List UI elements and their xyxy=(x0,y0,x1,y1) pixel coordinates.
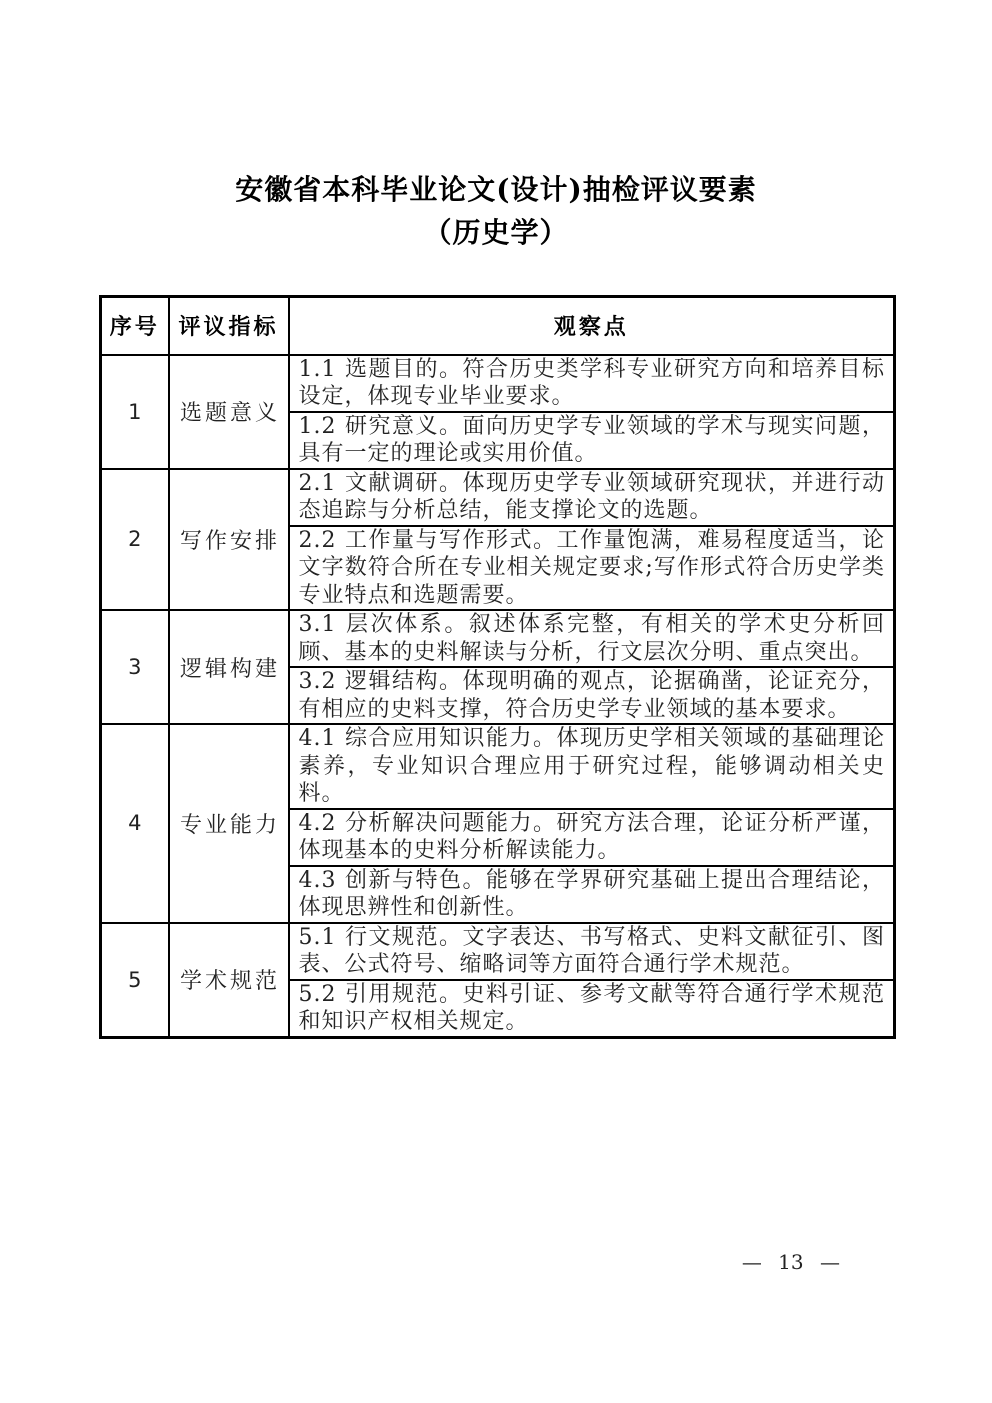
title-line-2: （历史学） xyxy=(423,216,569,249)
observation-cell: 1.2 研究意义。面向历史学专业领域的学术与现实问题，具有一定的理论或实用价值。 xyxy=(289,412,895,469)
table-row xyxy=(101,610,895,667)
header-observation-point: 观察点 xyxy=(289,297,895,355)
observation-cell: 3.1 层次体系。叙述体系完整，有相关的学术史分析回顾、基本的史料解读与分析，行文层次分明、重点突出。 xyxy=(289,610,895,667)
table-row xyxy=(101,355,895,412)
indicator-cell: 逻辑构建 xyxy=(169,610,289,724)
document-title xyxy=(0,168,992,254)
serial-number-cell: 4 xyxy=(101,724,169,923)
header-serial-number: 序号 xyxy=(101,297,169,355)
table-row xyxy=(101,923,895,980)
observation-cell: 2.2 工作量与写作形式。工作量饱满，难易程度适当，论文字数符合所在专业相关规定要求;写作形式符合历史学类专业特点和选题需要。 xyxy=(289,526,895,611)
observation-cell: 1.1 选题目的。符合历史类学科专业研究方向和培养目标设定，体现专业毕业要求。 xyxy=(289,355,895,412)
observation-cell: 3.2 逻辑结构。体现明确的观点，论据确凿，论证充分，有相应的史料支撑，符合历史学专业领域的基本要求。 xyxy=(289,667,895,724)
table-row xyxy=(101,724,895,809)
observation-cell: 2.1 文献调研。体现历史学专业领域研究现状，并进行动态追踪与分析总结，能支撑论文的选题。 xyxy=(289,469,895,526)
header-review-indicator: 评议指标 xyxy=(169,297,289,355)
serial-number-cell: 5 xyxy=(101,923,169,1038)
indicator-cell: 写作安排 xyxy=(169,469,289,611)
indicator-cell: 选题意义 xyxy=(169,355,289,469)
observation-cell: 4.3 创新与特色。能够在学界研究基础上提出合理结论，体现思辨性和创新性。 xyxy=(289,866,895,923)
review-elements-table xyxy=(99,295,896,1039)
serial-number-cell: 2 xyxy=(101,469,169,611)
serial-number-cell: 3 xyxy=(101,610,169,724)
serial-number-cell: 1 xyxy=(101,355,169,469)
indicator-cell: 学术规范 xyxy=(169,923,289,1038)
observation-cell: 4.2 分析解决问题能力。研究方法合理，论证分析严谨，体现基本的史料分析解读能力。 xyxy=(289,809,895,866)
observation-cell: 5.2 引用规范。史料引证、参考文献等符合通行学术规范和知识产权相关规定。 xyxy=(289,980,895,1038)
indicator-cell: 专业能力 xyxy=(169,724,289,923)
table-row xyxy=(101,469,895,526)
observation-cell: 5.1 行文规范。文字表达、书写格式、史料文献征引、图表、公式符号、缩略词等方面符合通行学术规范。 xyxy=(289,923,895,980)
title-line-1: 安徽省本科毕业论文(设计)抽检评议要素 xyxy=(235,173,757,206)
page-number: — 13 — xyxy=(741,1250,840,1274)
table-header-row xyxy=(101,297,895,355)
observation-cell: 4.1 综合应用知识能力。体现历史学相关领域的基础理论素养，专业知识合理应用于研究过程，能够调动相关史料。 xyxy=(289,724,895,809)
